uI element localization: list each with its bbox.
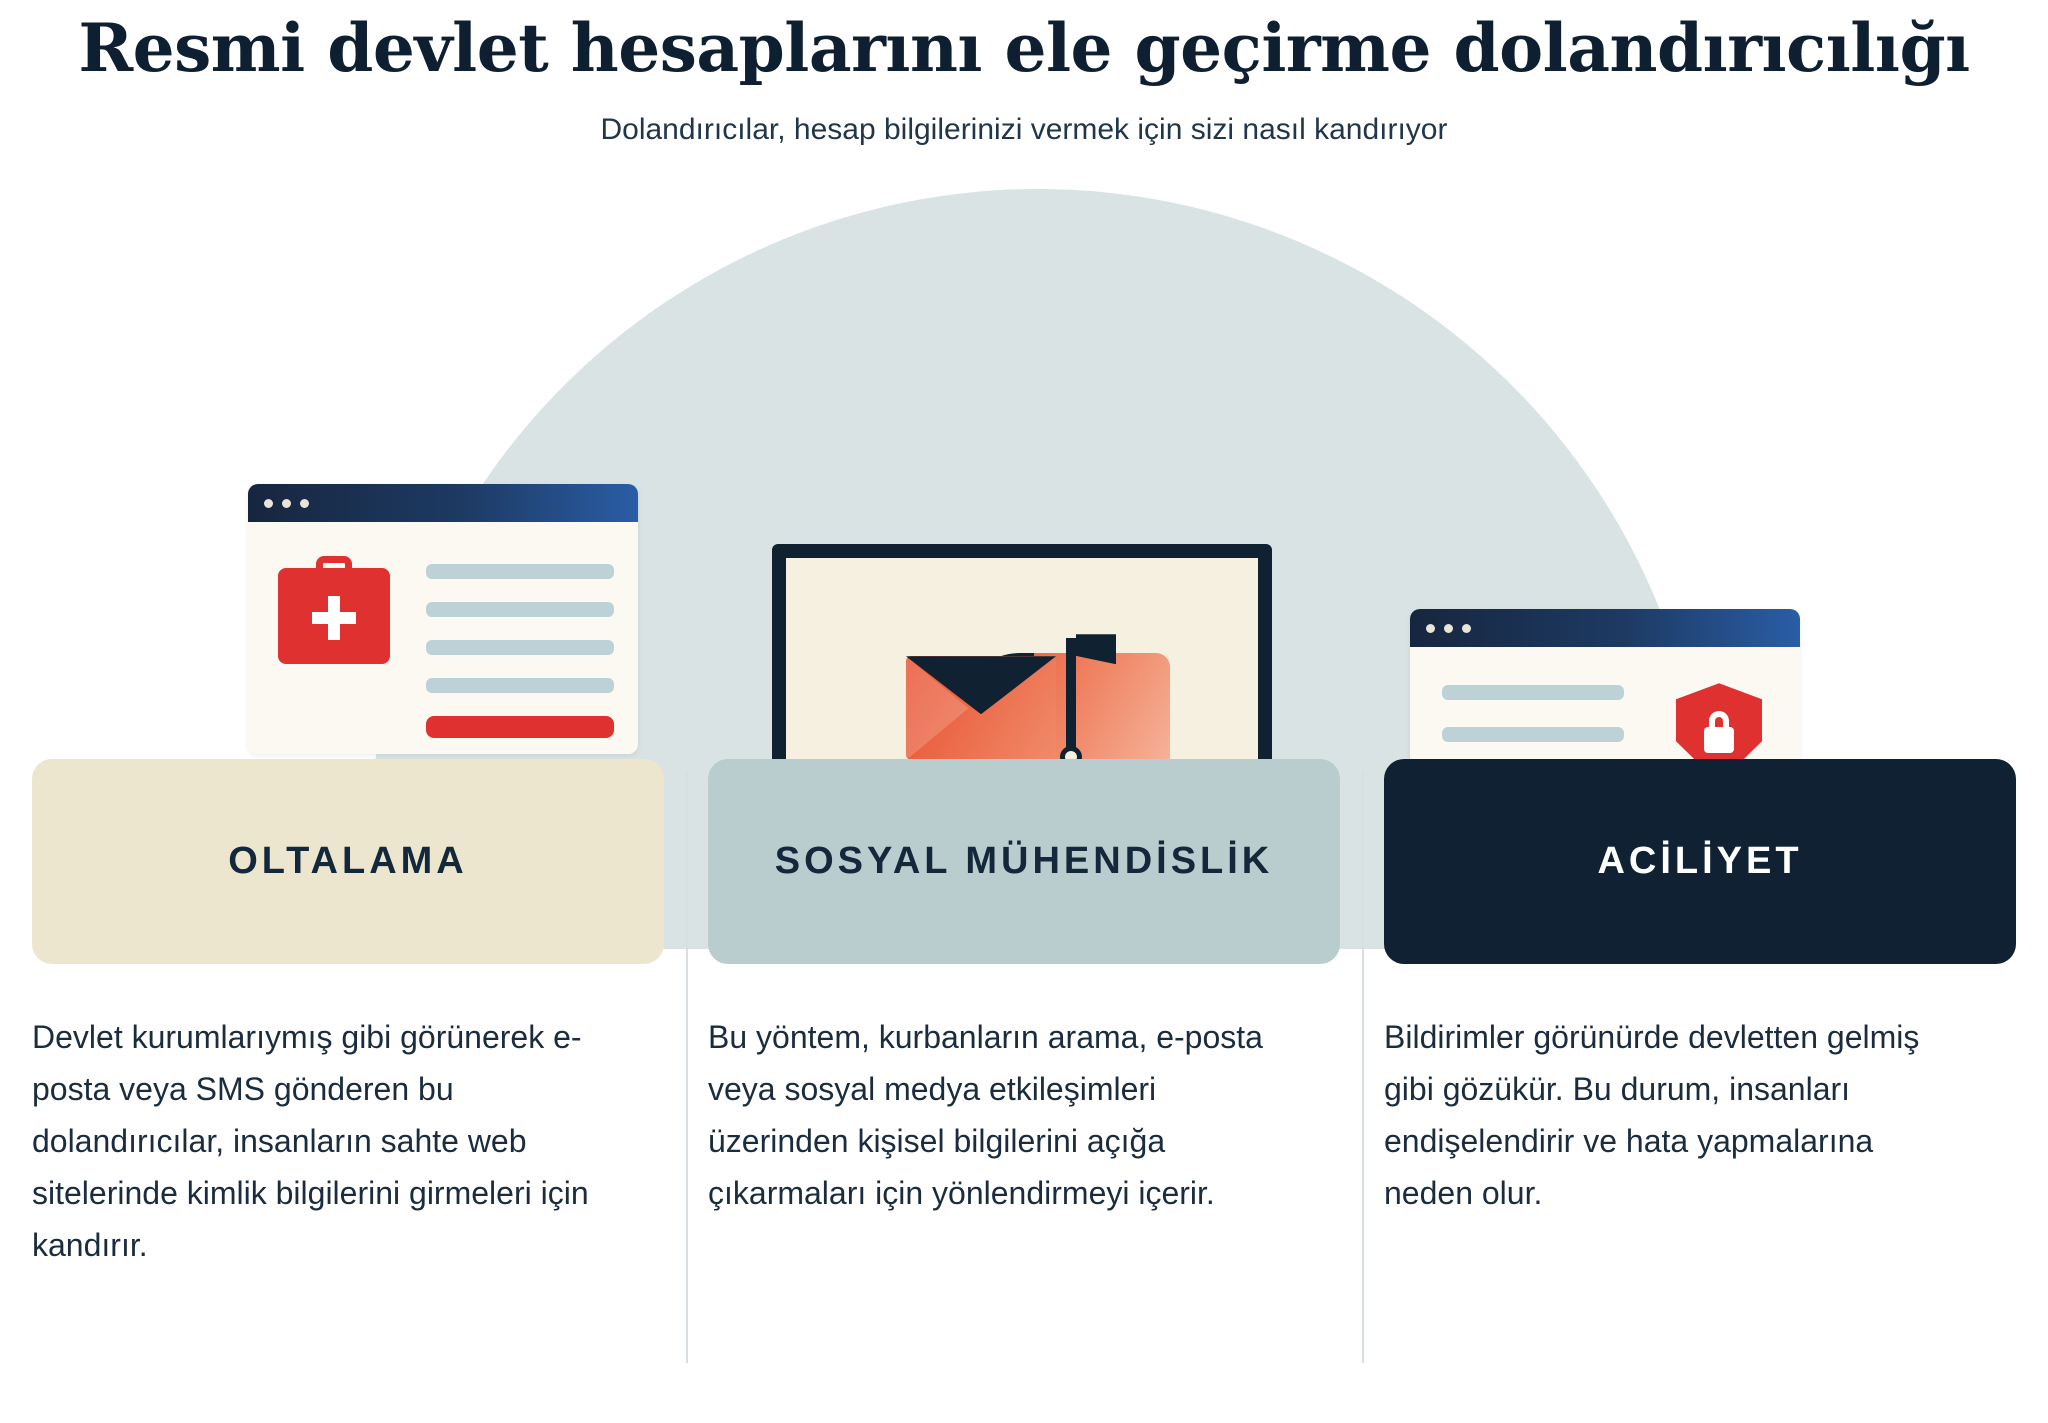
window-dot-icon [282, 499, 291, 508]
window-dot-icon [300, 499, 309, 508]
placeholder-line [426, 564, 614, 579]
page-subtitle: Dolandırıcılar, hesap bilgilerinizi vermek için sizi nasıl kandırıyor [600, 113, 1448, 147]
page-title: Resmi devlet hesaplarını ele geçirme dolandırıcılığı [78, 9, 1970, 87]
phishing-browser-card [248, 484, 638, 754]
placeholder-line [1442, 685, 1624, 700]
column-body-text: Devlet kurumlarıymış gibi görünerek e-posta veya SMS gönderen bu dolandırıcılar, insanların sahte web sitelerinde kimlik bilgilerini girmeleri için kandırır. [32, 1019, 589, 1263]
browser-titlebar [248, 484, 638, 522]
pill-oltalama [32, 759, 664, 964]
window-dot-icon [1444, 624, 1453, 633]
column-aciliyet [1362, 759, 2038, 1303]
column-oltalama [10, 759, 686, 1303]
pill-aciliyet [1384, 759, 2016, 964]
browser-content [248, 522, 638, 754]
illustration-area [0, 179, 2048, 749]
window-dot-icon [264, 499, 273, 508]
placeholder-line [426, 640, 614, 655]
pill-label: SOSYAL MÜHENDİSLİK [774, 840, 1274, 883]
pill-label: ACİLİYET [1597, 840, 1803, 883]
placeholder-line [426, 678, 614, 693]
tactics-columns [0, 759, 2048, 1303]
envelope-icon [906, 656, 1056, 760]
browser-titlebar [1410, 609, 1800, 647]
placeholder-line [1442, 727, 1624, 742]
pill-label: OLTALAMA [228, 840, 468, 883]
submit-button-shape [426, 716, 614, 738]
column-body-text: Bu yöntem, kurbanların arama, e-posta veya sosyal medya etkileşimleri üzerinden kişisel bilgilerini açığa çıkarmaları için yönlendirmeyi içerir. [708, 1019, 1263, 1211]
pill-sosyal-muhendislik [708, 759, 1340, 964]
column-sosyal-muhendislik [686, 759, 1362, 1303]
header [0, 0, 2048, 147]
column-body-text: Bildirimler görünürde devletten gelmiş gibi gözükür. Bu durum, insanları endişelendirir ve hata yapmalarına neden olur. [1384, 1019, 1920, 1211]
window-dot-icon [1426, 624, 1435, 633]
placeholder-line [426, 602, 614, 617]
first-aid-kit-icon [278, 568, 390, 664]
window-dot-icon [1462, 624, 1471, 633]
